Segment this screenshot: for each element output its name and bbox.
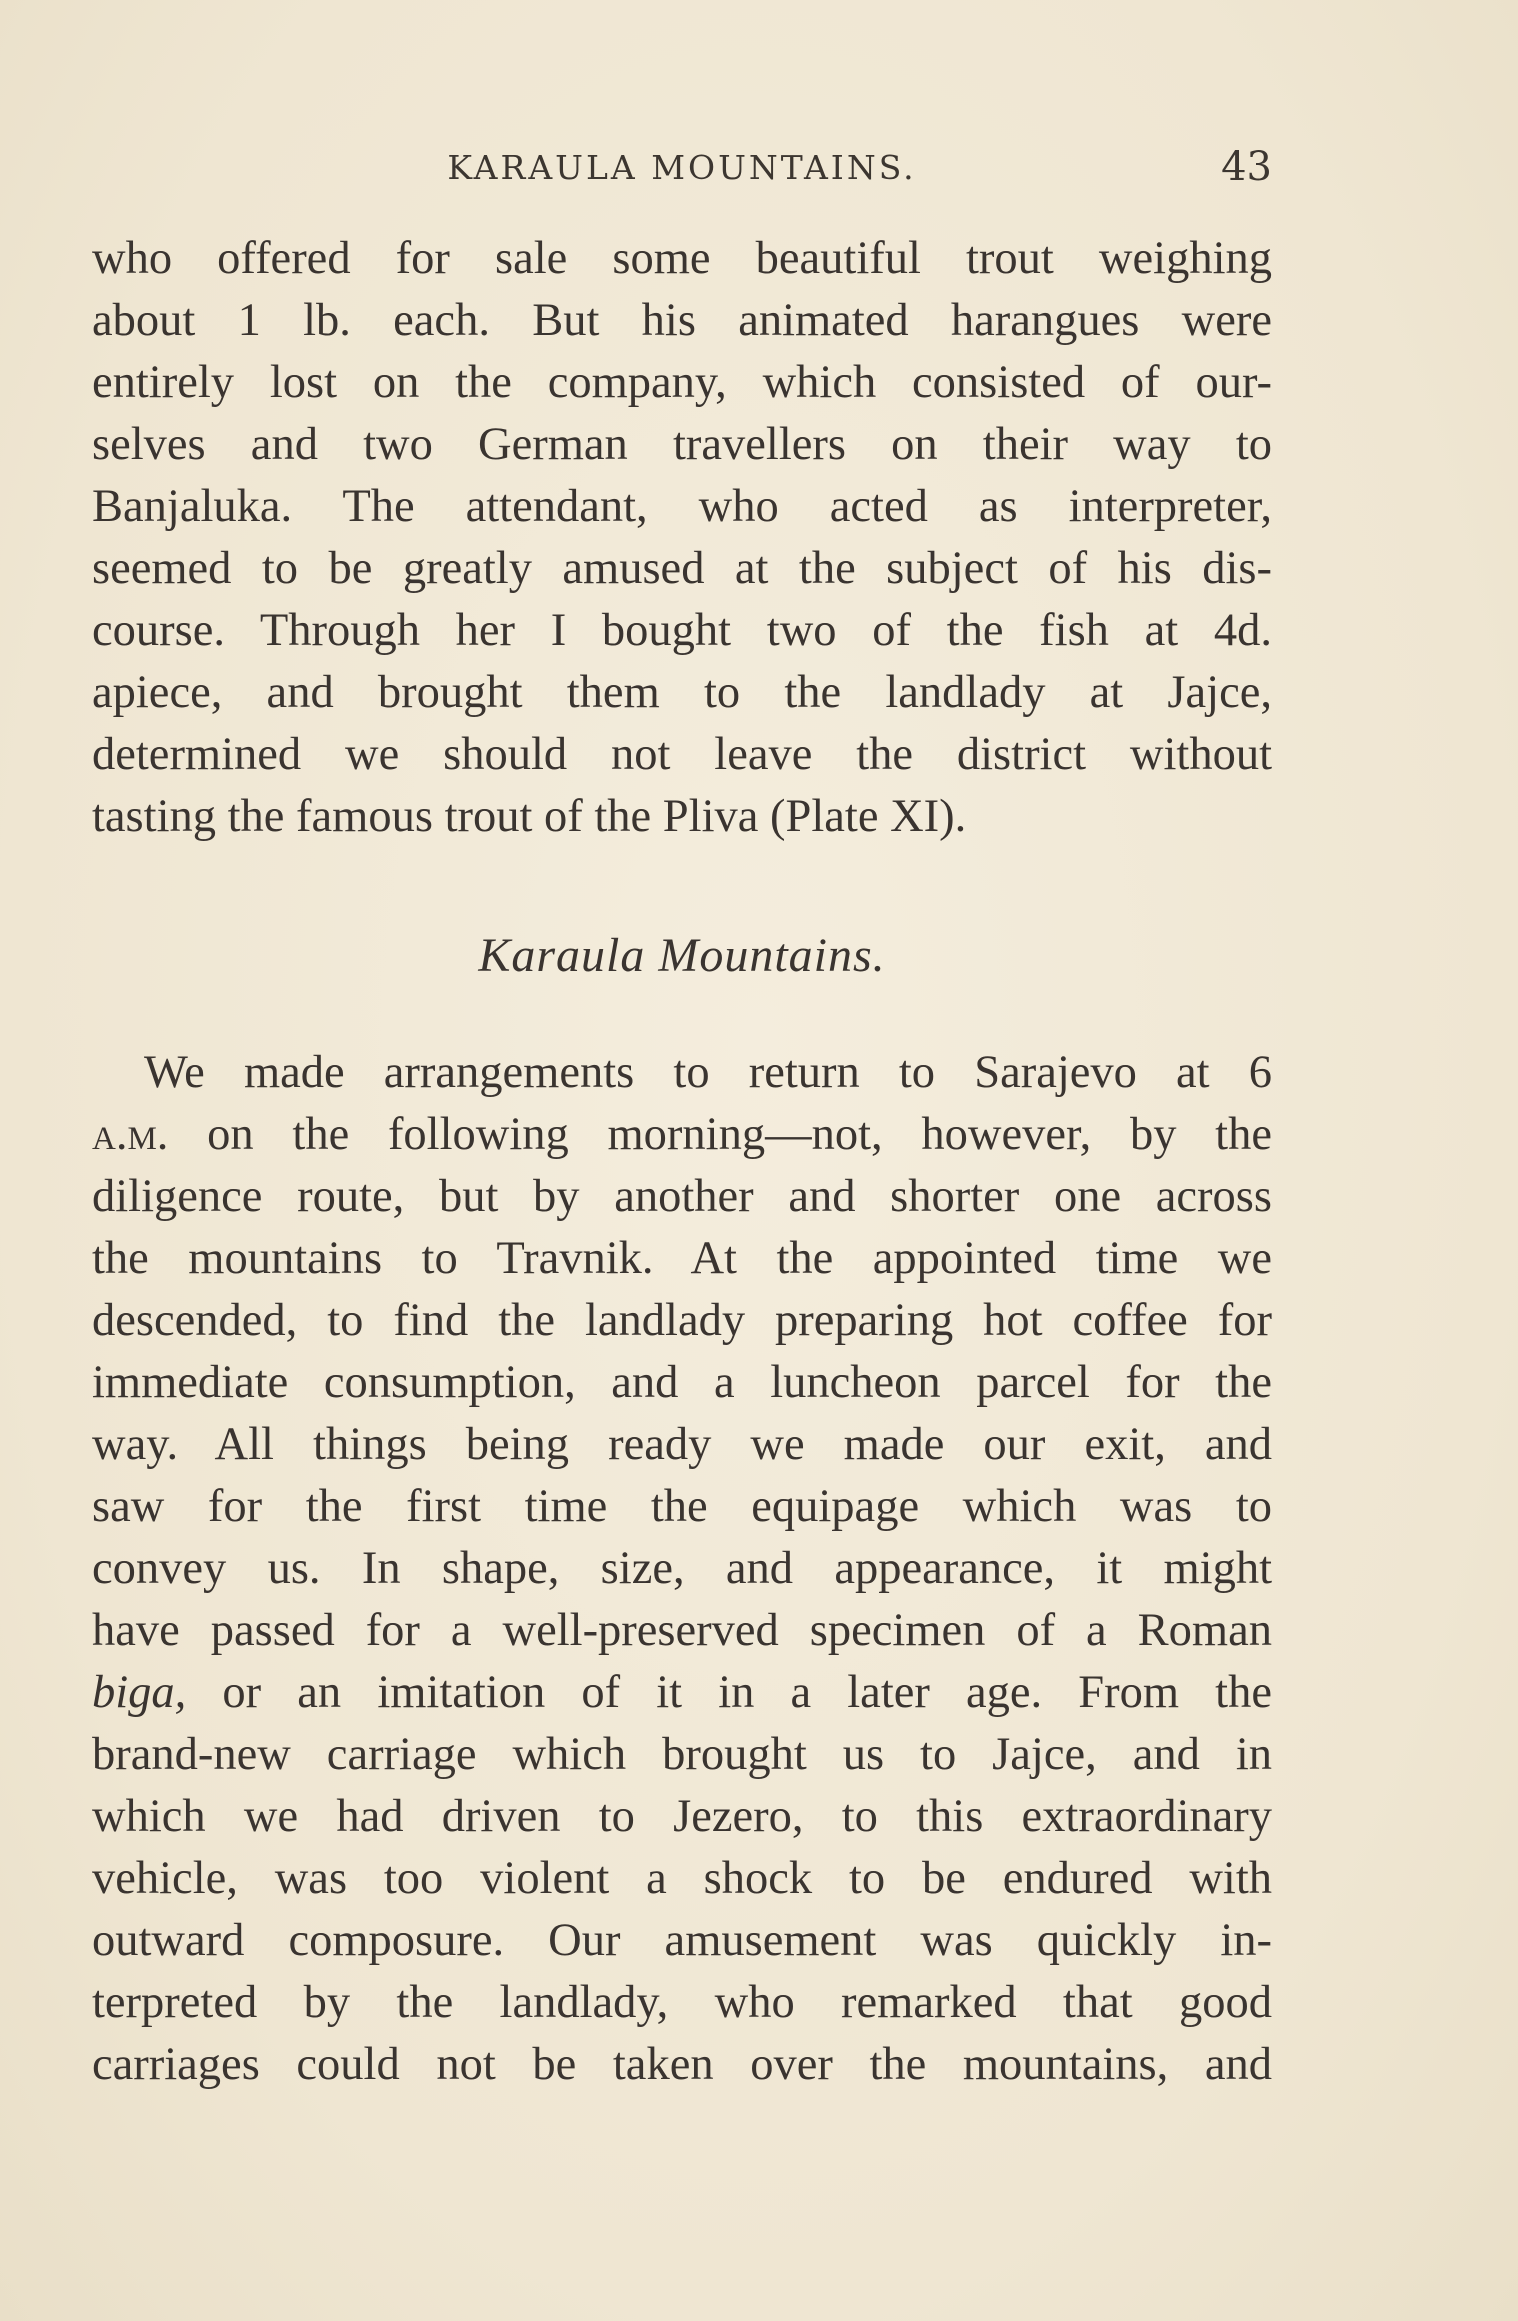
running-head: KARAULA MOUNTAINS. xyxy=(447,148,917,187)
text-line xyxy=(92,1104,1272,1166)
text-line: who offered for sale some beautiful trout weighing xyxy=(92,233,1272,284)
text-line: Banjaluka. The attendant, who acted as interpreter, xyxy=(92,481,1272,532)
text-line: the mountains to Travnik. At the appointed time we xyxy=(92,1233,1272,1284)
text-line: seemed to be greatly amused at the subject of his dis- xyxy=(92,543,1272,594)
page-header xyxy=(92,140,1272,200)
text-line: apiece, and brought them to the landlady at Jajce, xyxy=(92,667,1272,718)
small-caps-time: a.m. xyxy=(92,1109,169,1160)
text-line: have passed for a well-preserved specimen of a Roman xyxy=(92,1605,1272,1656)
text-line xyxy=(92,1662,1272,1724)
text-line: saw for the first time the equipage which was to xyxy=(92,1481,1272,1532)
text-segment: on the following morning—not, however, by the xyxy=(168,1109,1272,1160)
text-line: determined we should not leave the district without xyxy=(92,729,1272,780)
text-line: course. Through her I bought two of the fish at 4d. xyxy=(92,605,1272,656)
text-line: brand-new carriage which brought us to Jajce, and in xyxy=(92,1729,1272,1780)
text-line: carriages could not be taken over the mountains, and xyxy=(92,2039,1272,2090)
text-line: selves and two German travellers on their way to xyxy=(92,419,1272,470)
paragraph-2 xyxy=(92,1042,1272,2096)
text-line: immediate consumption, and a luncheon parcel for the xyxy=(92,1357,1272,1408)
text-line: entirely lost on the company, which consisted of our- xyxy=(92,357,1272,408)
text-line: tasting the famous trout of the Pliva (Plate XI). xyxy=(92,791,967,842)
text-line: diligence route, but by another and shorter one across xyxy=(92,1171,1272,1222)
section-heading: Karaula Mountains. xyxy=(478,929,886,982)
text-line: vehicle, was too violent a shock to be endured with xyxy=(92,1853,1272,1904)
text-line: outward composure. Our amusement was quickly in- xyxy=(92,1915,1272,1966)
italic-word: biga, xyxy=(92,1667,187,1718)
text-line: We made arrangements to return to Sarajevo at 6 xyxy=(144,1047,1272,1098)
text-line: way. All things being ready we made our exit, and xyxy=(92,1419,1272,1470)
text-line: terpreted by the landlady, who remarked that good xyxy=(92,1977,1272,2028)
paragraph-1 xyxy=(92,228,1272,848)
page-number: 43 xyxy=(1221,144,1272,190)
text-line: which we had driven to Jezero, to this extraordinary xyxy=(92,1791,1272,1842)
text-segment: or an imitation of it in a later age. From the xyxy=(186,1667,1272,1718)
text-line: descended, to find the landlady preparing hot coffee for xyxy=(92,1295,1272,1346)
text-line: convey us. In shape, size, and appearance, it might xyxy=(92,1543,1272,1594)
text-line: about 1 lb. each. But his animated harangues were xyxy=(92,295,1272,346)
